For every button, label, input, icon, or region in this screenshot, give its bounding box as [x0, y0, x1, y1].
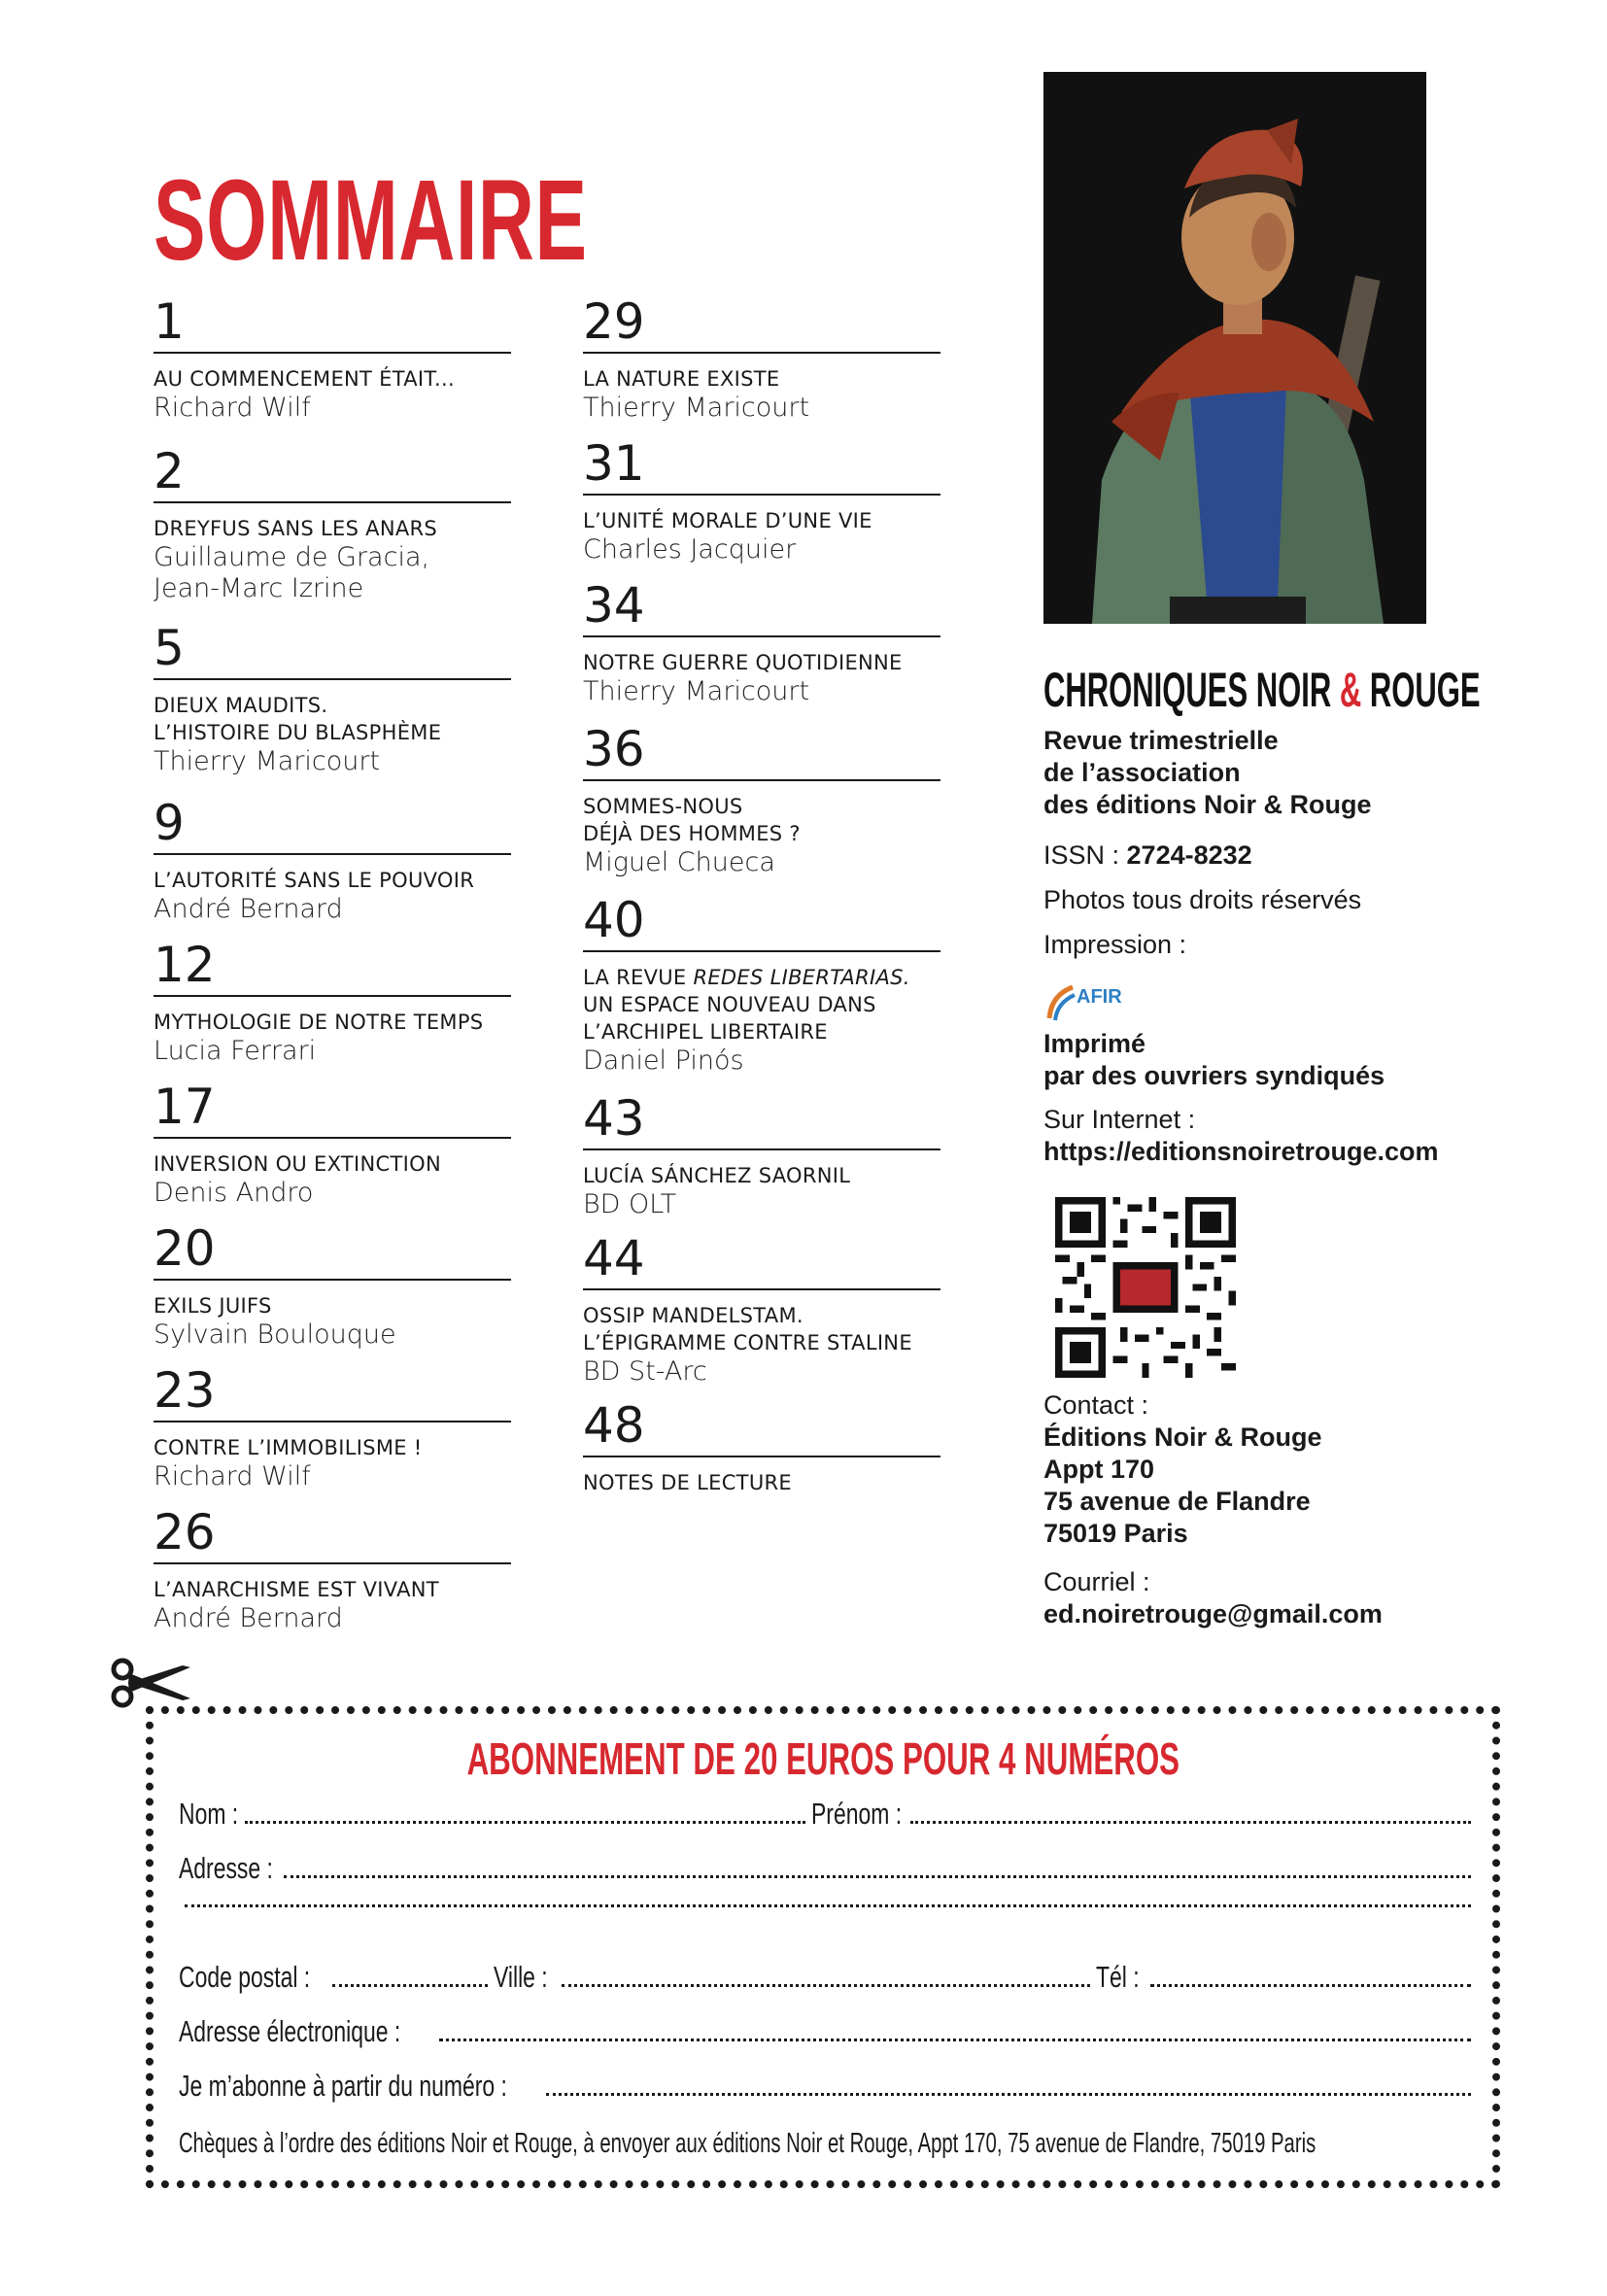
form-title [154, 1733, 1492, 1784]
toc-page-number: 9 [154, 795, 185, 851]
toc-page-number: 23 [154, 1362, 216, 1419]
toc-entry-title: AU COMMENCEMENT ÉTAIT... [154, 367, 455, 391]
issn-label: ISSN : [1043, 840, 1127, 870]
brand-word: CHRONIQUES [1043, 663, 1248, 717]
toc-entry-title: EXILS JUIFS [154, 1294, 272, 1318]
internet-label: Sur Internet : [1043, 1105, 1196, 1134]
toc-rule [583, 1148, 940, 1150]
email-link[interactable]: ed.noiretrouge@gmail.com [1043, 1599, 1383, 1628]
issue-field[interactable] [546, 2093, 1471, 2096]
toc-entry[interactable] [154, 1502, 511, 1644]
toc-page-number: 44 [583, 1230, 645, 1286]
toc-rule [583, 494, 940, 496]
impression-label: Impression : [1043, 930, 1187, 959]
toc-column-left [154, 291, 511, 1644]
toc-entry-author: Denis Andro [154, 1178, 314, 1208]
toc-rule [583, 779, 940, 781]
toc-entry[interactable] [583, 1395, 940, 1502]
issn-line [1043, 840, 1510, 872]
printer-logo-icon [1043, 976, 1131, 1024]
toc-entry-title: CONTRE L’IMMOBILISME ! [154, 1436, 423, 1459]
toc-entry-author: André Bernard [154, 1603, 343, 1633]
contact-line: 75019 Paris [1043, 1519, 1188, 1548]
toc-entry[interactable] [583, 719, 940, 890]
photo-credits: Photos tous droits réservés [1043, 885, 1362, 914]
toc-rule [154, 1137, 511, 1139]
toc-rule [154, 678, 511, 680]
ville-field[interactable] [562, 1984, 1090, 1987]
email-label: Courriel : [1043, 1567, 1150, 1596]
toc-entry-title: NOTRE GUERRE QUOTIDIENNE [583, 651, 903, 674]
website-link[interactable]: https://editionsnoiretrouge.com [1043, 1137, 1439, 1166]
adresse-electronique-label: Adresse électronique : [179, 2014, 401, 2048]
toc-rule [154, 1279, 511, 1281]
qr-code[interactable] [1055, 1197, 1236, 1378]
brand-word: NOIR [1248, 663, 1340, 717]
toc-entry-title: LUCÍA SÁNCHEZ SAORNIL [583, 1164, 851, 1187]
toc-entry-title: L’UNITÉ MORALE D’UNE VIE [583, 509, 872, 532]
brand-word: ROUGE [1361, 663, 1481, 717]
subtitle-line: des éditions Noir & Rouge [1043, 790, 1372, 819]
toc-entry-author: Guillaume de Gracia, Jean-Marc Izrine [154, 542, 430, 603]
ville-label: Ville : [494, 1960, 548, 1994]
contact-line: Éditions Noir & Rouge [1043, 1422, 1322, 1452]
email-block [1043, 1566, 1510, 1630]
address-row [179, 1850, 1477, 1887]
code-postal-label: Code postal : [179, 1960, 311, 1994]
toc-page-number: 20 [154, 1220, 216, 1277]
contact-line: Appt 170 [1043, 1455, 1155, 1484]
toc-entry-author: André Bernard [154, 894, 343, 924]
publication-brand [1043, 663, 1481, 717]
toc-entry-title: MYTHOLOGIE DE NOTRE TEMPS [154, 1011, 484, 1034]
toc-rule [583, 950, 940, 952]
adresse-field-2[interactable] [185, 1904, 1471, 1907]
toc-entry[interactable] [154, 291, 511, 441]
bust-illustration [1043, 72, 1426, 624]
toc-rule [583, 1456, 940, 1457]
prenom-label: Prénom : [811, 1797, 903, 1831]
toc-entry-author: Sylvain Boulouque [154, 1319, 396, 1350]
issue-row [179, 2068, 1477, 2105]
printer-logo [1043, 976, 1131, 1024]
toc-entry-author: Charles Jacquier [583, 534, 797, 565]
toc-entry[interactable] [583, 575, 940, 719]
toc-rule [583, 1288, 940, 1290]
printed-line: Imprimé [1043, 1029, 1146, 1058]
toc-entry-title [583, 964, 940, 1045]
toc-entry-author: BD OLT [583, 1189, 677, 1219]
toc-page-number: 29 [583, 293, 645, 350]
toc-title-part: LA REVUE [583, 966, 694, 989]
toc-entry-title: SOMMES-NOUS DÉJÀ DES HOMMES ? [583, 795, 801, 845]
toc-entry-author: BD St-Arc [583, 1356, 707, 1387]
toc-rule [154, 853, 511, 855]
toc-entry-title: LA NATURE EXISTE [583, 367, 780, 391]
contact-label: Contact : [1043, 1390, 1149, 1420]
toc-column-right [583, 291, 940, 1502]
toc-title-italic: REDES LIBERTARIAS. [693, 966, 910, 989]
city-row [179, 1959, 1477, 1996]
issn-value: 2724-8232 [1126, 840, 1252, 870]
toc-entry[interactable] [583, 890, 940, 1088]
toc-entry-title: DREYFUS SANS LES ANARS [154, 517, 438, 540]
toc-entry[interactable] [583, 433, 940, 575]
toc-page-number: 48 [583, 1397, 645, 1454]
tel-field[interactable] [1150, 1984, 1471, 1987]
toc-page-number: 1 [154, 293, 185, 350]
toc-entry-title: L’AUTORITÉ SANS LE POUVOIR [154, 869, 475, 892]
printed-line: par des ouvriers syndiqués [1043, 1061, 1385, 1090]
tel-label: Tél : [1096, 1960, 1140, 1994]
toc-entry[interactable] [154, 793, 511, 935]
toc-page-number: 36 [583, 721, 645, 777]
toc-page-number: 5 [154, 620, 185, 676]
scissors-icon [109, 1652, 192, 1714]
toc-page-number: 17 [154, 1079, 216, 1135]
toc-entry[interactable] [154, 935, 511, 1077]
issue-label: Je m’abonne à partir du numéro : [179, 2069, 507, 2103]
adresse-label: Adresse : [179, 1851, 273, 1885]
toc-entry[interactable] [154, 618, 511, 793]
prenom-field[interactable] [910, 1821, 1471, 1824]
brand-ampersand: & [1339, 663, 1362, 717]
toc-entry[interactable] [154, 1360, 511, 1502]
toc-page-number: 26 [154, 1504, 216, 1560]
toc-entry[interactable] [583, 1228, 940, 1395]
payment-note: Chèques à l’ordre des éditions Noir et Rouge, à envoyer aux éditions Noir et Rouge, Appt 170, 75 avenue de Flandre, 75019 Paris [179, 2128, 1316, 2159]
toc-entry-author: Daniel Pinós [583, 1045, 744, 1076]
address-row-2 [179, 1904, 1477, 1914]
contact-line: 75 avenue de Flandre [1043, 1487, 1311, 1516]
toc-page-number: 43 [583, 1090, 645, 1147]
subtitle-line: Revue trimestrielle [1043, 726, 1279, 755]
adresse-field[interactable] [284, 1875, 1471, 1878]
toc-entry-author: Lucia Ferrari [154, 1036, 317, 1066]
toc-page-number: 2 [154, 443, 185, 499]
subscription-form [146, 1706, 1500, 2188]
internet-block [1043, 1104, 1510, 1168]
toc-entry[interactable] [154, 441, 511, 618]
printed-note [1043, 1028, 1510, 1092]
page-title: SOMMAIRE [154, 156, 588, 285]
nom-label: Nom : [179, 1797, 239, 1831]
toc-entry-author: Thierry Maricourt [154, 746, 381, 776]
toc-entry-title: OSSIP MANDELSTAM. L’ÉPIGRAMME CONTRE STALINE [583, 1304, 912, 1354]
toc-rule [154, 995, 511, 997]
toc-rule [154, 352, 511, 354]
toc-page-number: 40 [583, 892, 645, 948]
toc-page-number: 31 [583, 435, 645, 492]
toc-rule [154, 1562, 511, 1564]
toc-entry-author: Richard Wilf [154, 1461, 311, 1491]
code-postal-field[interactable] [332, 1984, 488, 1987]
printer-logo-text: AFIR [1077, 986, 1122, 1008]
toc-rule [583, 635, 940, 637]
toc-entry[interactable] [154, 1218, 511, 1360]
toc-entry-title: NOTES DE LECTURE [583, 1471, 792, 1494]
toc-entry-author: Miguel Chueca [583, 847, 775, 877]
toc-entry[interactable] [583, 291, 940, 433]
toc-entry[interactable] [583, 1088, 940, 1228]
name-row [179, 1796, 1477, 1833]
toc-entry-author: Thierry Maricourt [583, 393, 810, 423]
toc-page-number: 12 [154, 937, 216, 993]
toc-page-number: 34 [583, 577, 645, 634]
nom-field[interactable] [245, 1821, 805, 1824]
form-title-text: ABONNEMENT DE 20 EUROS POUR 4 NUMÉROS [466, 1733, 1180, 1784]
cover-photo [1043, 72, 1426, 624]
adresse-electronique-field[interactable] [439, 2039, 1471, 2041]
email-row [179, 2013, 1477, 2050]
publication-description [1043, 725, 1510, 821]
toc-entry-author: Thierry Maricourt [583, 676, 810, 706]
toc-rule [583, 352, 940, 354]
subtitle-line: de l’association [1043, 758, 1241, 787]
qr-code-graphic [1055, 1197, 1236, 1378]
contact-block [1043, 1389, 1510, 1550]
toc-entry-title: DIEUX MAUDITS. L’HISTOIRE DU BLASPHÈME [154, 694, 442, 744]
toc-entry-author: Richard Wilf [154, 393, 311, 423]
toc-entry-title: INVERSION OU EXTINCTION [154, 1152, 441, 1176]
toc-rule [154, 501, 511, 503]
toc-entry[interactable] [154, 1077, 511, 1218]
toc-rule [154, 1421, 511, 1422]
toc-entry-title: L’ANARCHISME EST VIVANT [154, 1578, 439, 1601]
toc-title-part: UN ESPACE NOUVEAU DANS L’ARCHIPEL LIBERTAIRE [583, 993, 876, 1044]
